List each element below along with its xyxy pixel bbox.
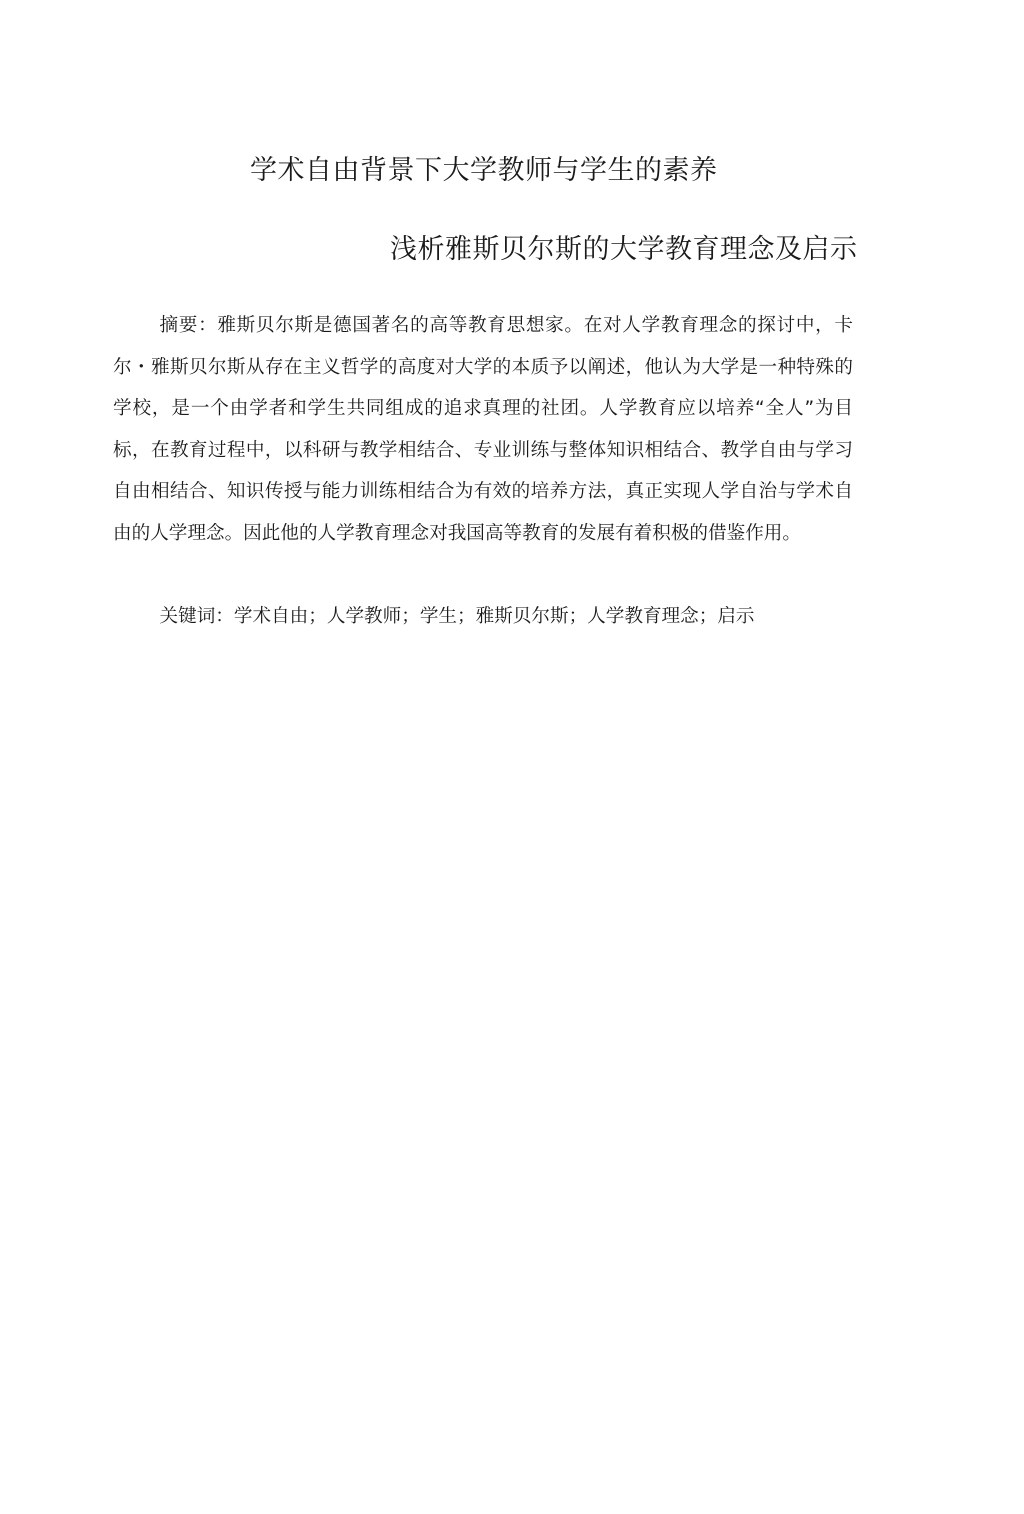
abstract-paragraph: 摘要：雅斯贝尔斯是德国著名的高等教育思想家。在对人学教育理念的探讨中，卡尔・雅斯贝尔斯从存在主义哲学的高度对大学的本质予以阐述，他认为大学是一种特殊的学校，是一个由学者和学生共同组成的追求真理的社团。人学教育应以培养“全人”为目标，在教育过程中，以科研与教学相结合、专业训练与整体知识相结合、教学自由与学习自由相结合、知识传授与能力训练相结合为有效的培养方法，真正实现人学自治与学术自由的人学理念。因此他的人学教育理念对我国高等教育的发展有着积极的借鉴作用。 [113,315,853,544]
keywords-line: 关键词：学术自由；人学教师；学生；雅斯贝尔斯；人学教育理念；启示 [159,606,755,627]
document-title: 学术自由背景下大学教师与学生的素养 [250,155,718,186]
document-subtitle: 浅析雅斯贝尔斯的大学教育理念及启示 [390,234,858,265]
